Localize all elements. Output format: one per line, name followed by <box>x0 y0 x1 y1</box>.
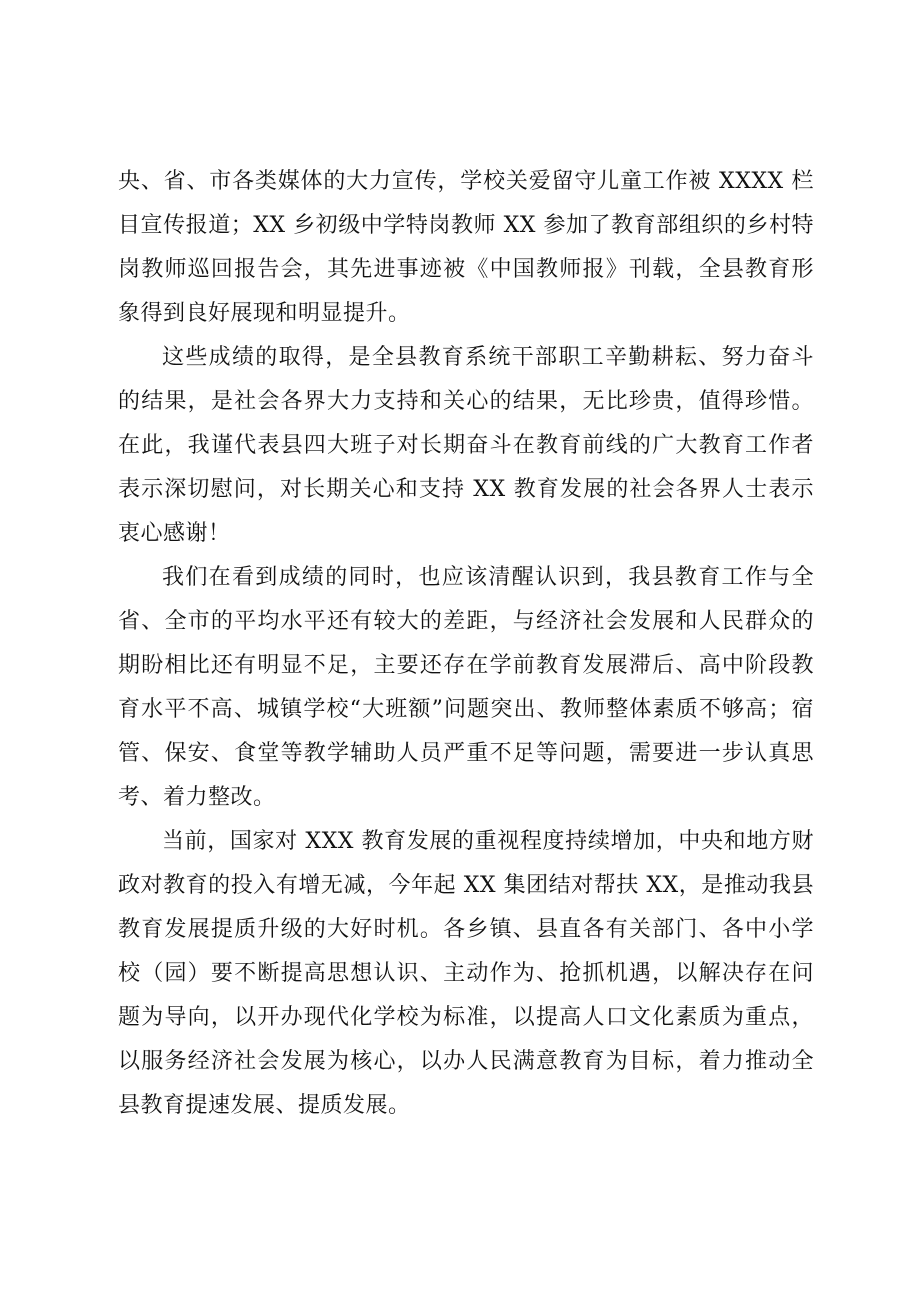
paragraph-3: 我们在看到成绩的同时，也应该清醒认识到，我县教育工作与全省、全市的平均水平还有较大的差距，与经济社会发展和人民群众的期盼相比还有明显不足，主要还存在学前教育发展滞后、高中阶段教育水平不高、城镇学校“大班额”问题突出、教师整体素质不够高；宿管、保安、食堂等教学辅助人员严重不足等问题，需要进一步认真思考、着力整改。 <box>118 565 814 810</box>
document-body <box>118 160 814 1128</box>
paragraph-4: 当前，国家对 XXX 教育发展的重视程度持续增加，中央和地方财政对教育的投入有增无减，今年起 XX 集团结对帮扶 XX，是推动我县教育发展提质升级的大好时机。各乡镇、县直各有关部门、各中小学校（园）要不断提高思想认识、主动作为、抢抓机遇，以解决存在问题为导向，以开办现代化学校为标准，以提高人口文化素质为重点，以服务经济社会发展为核心，以办人民满意教育为目标，着力推动全县教育提速发展、提质发展。 <box>118 829 814 1118</box>
paragraph-2: 这些成绩的取得，是全县教育系统干部职工辛勤耕耘、努力奋斗的结果，是社会各界大力支持和关心的结果，无比珍贵，值得珍惜。在此，我谨代表县四大班子对长期奋斗在教育前线的广大教育工作者表示深切慰问，对长期关心和支持 XX 教育发展的社会各界人士表示衷心感谢！ <box>118 345 814 546</box>
paragraph-1: 央、省、市各类媒体的大力宣传，学校关爱留守儿童工作被 XXXX 栏目宣传报道；XX 乡初级中学特岗教师 XX 参加了教育部组织的乡村特岗教师巡回报告会，其先进事迹被《中国教师报》刊载，全县教育形象得到良好展现和明显提升。 <box>118 169 814 326</box>
